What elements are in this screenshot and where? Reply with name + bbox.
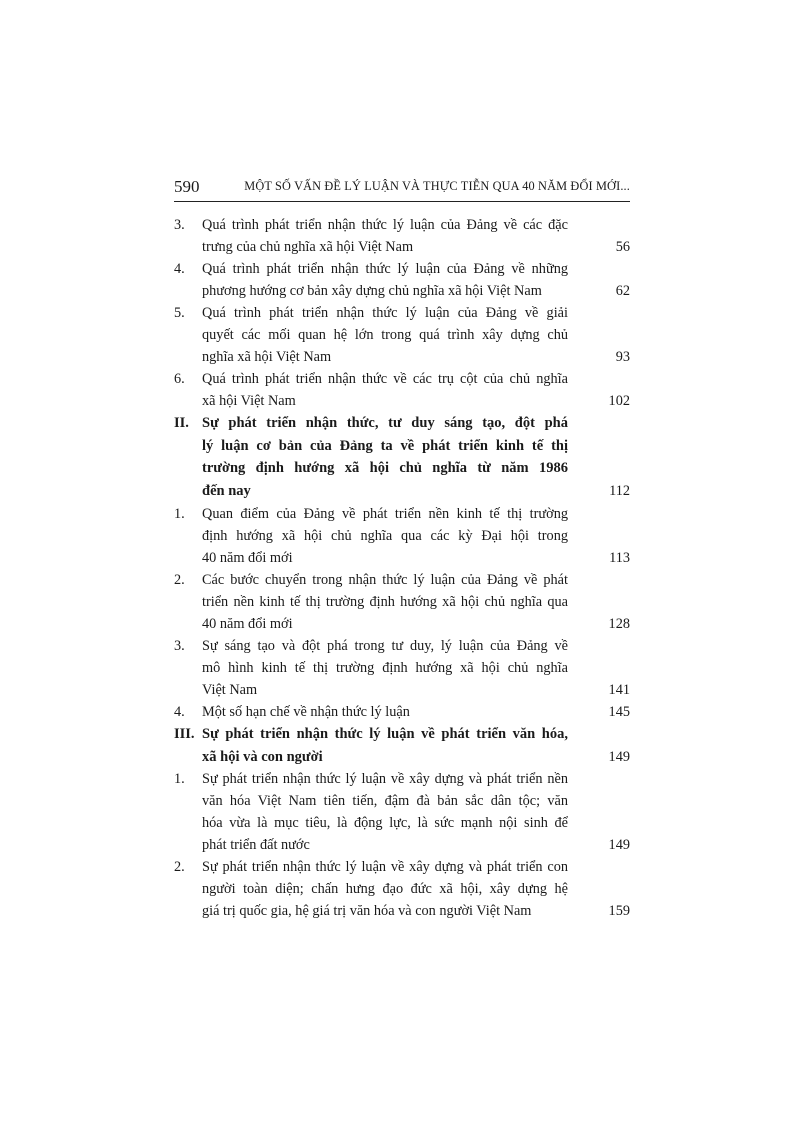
toc-entry-line: Quá trình phát triển nhận thức lý luận của Đảng về giải bbox=[202, 305, 568, 321]
toc-entry-line: Quá trình phát triển nhận thức về các trụ cột của chủ nghĩa bbox=[202, 371, 568, 387]
toc-entry-number: 4. bbox=[174, 261, 185, 277]
toc-entry-page: 149 bbox=[608, 748, 630, 765]
toc-entry-number: 1. bbox=[174, 771, 185, 788]
toc-entry-number: 5. bbox=[174, 305, 185, 321]
toc-entry-page: 128 bbox=[608, 615, 630, 632]
toc-entry-line: định hướng xã hội chủ nghĩa qua các kỳ Đại hội trong bbox=[202, 527, 568, 544]
toc-entry-line: Việt Nam bbox=[202, 681, 258, 698]
toc-entry-line: Các bước chuyển trong nhận thức lý luận của Đảng về phát bbox=[202, 571, 568, 588]
toc-entry-line: Quá trình phát triển nhận thức lý luận của Đảng về các đặc bbox=[202, 217, 568, 233]
toc-entry bbox=[174, 768, 630, 856]
toc-entry-page: 141 bbox=[608, 681, 630, 698]
toc-entry-line: Một số hạn chế về nhận thức lý luận bbox=[202, 703, 410, 720]
toc-entry-line: Sự sáng tạo và đột phá trong tư duy, lý luận của Đảng về bbox=[202, 637, 568, 654]
toc-entry-line: người toàn diện; chấn hưng đạo đức xã hội, xây dựng hệ bbox=[202, 881, 568, 898]
toc-entry-line: nghĩa xã hội Việt Nam bbox=[202, 349, 332, 365]
toc-entry-number: 2. bbox=[174, 571, 185, 588]
toc-entry-number: II. bbox=[174, 415, 189, 431]
running-title: MỘT SỐ VẤN ĐỀ LÝ LUẬN VÀ THỰC TIỄN QUA 40 NĂM ĐỔI MỚI... bbox=[244, 179, 630, 193]
toc-entry-line: quyết các mối quan hệ lớn trong quá trình xây dựng chủ bbox=[202, 327, 568, 343]
toc-entry-number: III. bbox=[174, 725, 195, 742]
toc-entry-page: 113 bbox=[609, 549, 630, 566]
page-number: 590 bbox=[174, 177, 200, 196]
toc-entry-page: 102 bbox=[608, 393, 630, 409]
toc-entry-number: 3. bbox=[174, 217, 185, 233]
toc-entry-line: đến nay bbox=[202, 483, 251, 500]
toc-entry-line: trưng của chủ nghĩa xã hội Việt Nam bbox=[202, 239, 414, 255]
toc-entry-line: 40 năm đổi mới bbox=[202, 549, 293, 566]
header-rule bbox=[174, 201, 630, 202]
toc-entry-line: văn hóa Việt Nam tiên tiến, đậm đà bản sắc dân tộc; văn bbox=[202, 793, 568, 810]
toc-entry-page: 112 bbox=[609, 483, 630, 500]
toc-entry-line: phát triển đất nước bbox=[202, 837, 310, 854]
toc-entry-number: 4. bbox=[174, 703, 185, 720]
toc-entry-title bbox=[202, 701, 568, 723]
toc-entry-number: 6. bbox=[174, 371, 185, 387]
toc-entry bbox=[174, 503, 630, 569]
toc-entry-line: 40 năm đổi mới bbox=[202, 615, 293, 632]
toc-entry-line: lý luận cơ bản của Đảng ta về phát triển kinh tế thị bbox=[202, 437, 568, 454]
toc-entry-page: 159 bbox=[608, 903, 630, 920]
toc-entry-line: Sự phát triển nhận thức lý luận về phát triển văn hóa, bbox=[202, 725, 568, 742]
toc-entry-line: hóa vừa là mục tiêu, là động lực, là sức mạnh nội sinh để bbox=[202, 815, 568, 832]
page-header bbox=[174, 177, 630, 199]
toc-entry-page: 62 bbox=[615, 283, 630, 299]
toc-entry-title bbox=[202, 503, 568, 569]
toc-entry-line: Quan điểm của Đảng về phát triển nền kinh tế thị trường bbox=[202, 505, 568, 522]
toc-entry-number: 2. bbox=[174, 859, 185, 876]
toc-entry-title bbox=[202, 302, 568, 368]
toc-entry-page: 149 bbox=[608, 837, 630, 854]
toc-entry-line: phương hướng cơ bản xây dựng chủ nghĩa xã hội Việt Nam bbox=[202, 283, 542, 299]
table-of-contents bbox=[174, 214, 630, 922]
toc-entry bbox=[174, 701, 630, 723]
toc-entry-line: Sự phát triển nhận thức lý luận về xây dựng và phát triển con bbox=[202, 859, 568, 876]
toc-entry-number: 1. bbox=[174, 505, 185, 522]
toc-section bbox=[174, 723, 630, 768]
toc-entry bbox=[174, 856, 630, 922]
toc-entry-title bbox=[202, 635, 568, 701]
toc-entry-line: xã hội và con người bbox=[202, 748, 323, 765]
toc-entry bbox=[174, 258, 630, 302]
toc-entry-page: 93 bbox=[615, 349, 630, 365]
toc-entry-page: 56 bbox=[615, 239, 630, 255]
toc-entry-title bbox=[202, 569, 568, 635]
toc-entry-title bbox=[202, 368, 568, 412]
toc-entry-line: mô hình kinh tế thị trường định hướng xã hội chủ nghĩa bbox=[202, 659, 568, 676]
toc-entry-line: Sự phát triển nhận thức lý luận về xây dựng và phát triển nền bbox=[202, 771, 568, 788]
toc-entry bbox=[174, 214, 630, 258]
toc-entry-title bbox=[202, 412, 568, 503]
toc-entry-page: 145 bbox=[608, 703, 630, 720]
toc-entry bbox=[174, 569, 630, 635]
toc-entry-number: 3. bbox=[174, 637, 185, 654]
toc-entry-line: triển nền kinh tế thị trường định hướng xã hội chủ nghĩa qua bbox=[202, 593, 568, 610]
toc-entry-line: giá trị quốc gia, hệ giá trị văn hóa và con người Việt Nam bbox=[202, 903, 532, 920]
toc-entry-title bbox=[202, 856, 568, 922]
toc-entry-title bbox=[202, 723, 568, 768]
toc-section bbox=[174, 412, 630, 503]
toc-entry-line: Quá trình phát triển nhận thức lý luận của Đảng về những bbox=[202, 261, 568, 277]
toc-entry-line: Sự phát triển nhận thức, tư duy sáng tạo, đột phá bbox=[202, 415, 568, 431]
toc-entry-line: xã hội Việt Nam bbox=[202, 393, 296, 409]
toc-entry-line: trường định hướng xã hội chủ nghĩa từ năm 1986 bbox=[202, 460, 568, 477]
toc-entry bbox=[174, 635, 630, 701]
toc-entry bbox=[174, 368, 630, 412]
toc-entry-title bbox=[202, 258, 568, 302]
toc-entry-title bbox=[202, 214, 568, 258]
toc-entry-title bbox=[202, 768, 568, 856]
toc-entry bbox=[174, 302, 630, 368]
